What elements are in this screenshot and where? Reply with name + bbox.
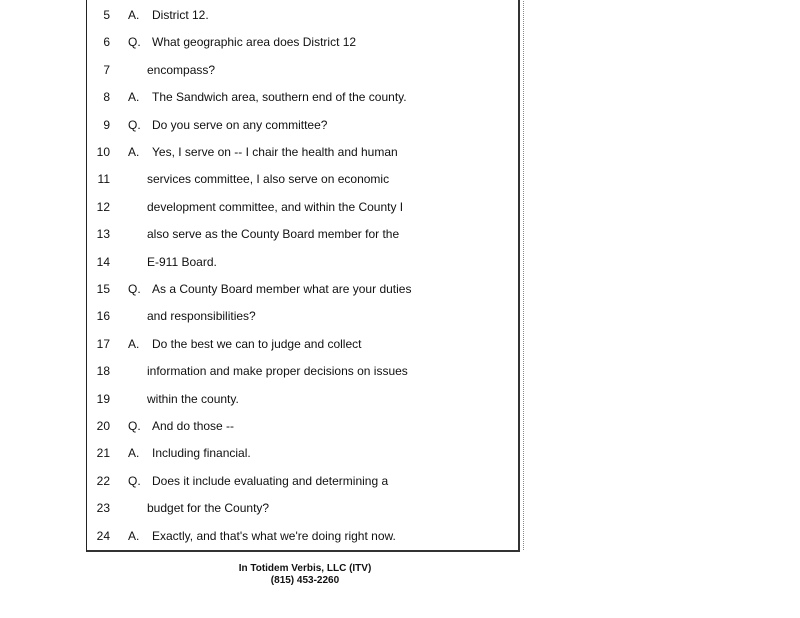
line-text: encompass? [147,62,216,77]
line-text: Do the best we can to judge and collect [152,336,362,351]
line-number: 5 [103,8,110,22]
line-number: 24 [96,528,110,543]
line-text: Exactly, and that's what we're doing right now. [152,528,396,543]
line-text: budget for the County? [147,501,270,516]
line-number: 18 [96,364,110,379]
speaker-label: Q. [128,35,141,50]
speaker-label: A. [128,446,140,461]
line-text: And do those -- [152,419,235,433]
line-text: Including financial. [152,446,251,461]
line-number: 11 [97,172,110,187]
line-number: 17 [96,336,110,351]
speaker-label: A. [128,90,140,105]
speaker-label: A. [128,528,140,543]
line-text: E-911 Board. [147,254,217,269]
line-number: 12 [96,199,110,214]
speaker-label: Q. [128,473,141,488]
line-number: 7 [103,62,110,77]
line-text: services committee, I also serve on economic [147,172,390,187]
speaker-label: Q. [128,282,141,296]
speaker-label: A. [128,336,140,351]
speaker-label: Q. [128,419,141,433]
line-number: 20 [96,419,110,433]
footer-company: In Totidem Verbis, LLC (ITV) [238,563,372,574]
line-text: Does it include evaluating and determining a [152,473,389,488]
line-text: development committee, and within the County I [147,199,404,214]
speaker-label: Q. [128,117,141,132]
speaker-label: A. [128,145,140,159]
line-number: 16 [96,309,110,324]
line-number: 15 [96,282,110,296]
line-text: information and make proper decisions on issues [147,364,408,379]
line-number: 13 [96,227,110,242]
footer-phone: (815) 453-2260 [270,575,340,586]
transcript-page-frame [86,0,520,552]
line-number: 19 [96,391,110,406]
line-number: 23 [96,501,110,516]
speaker-label: A. [128,8,140,22]
line-text: and responsibilities? [147,309,256,324]
line-text: within the county. [147,391,239,406]
line-number: 14 [96,254,110,269]
line-number: 21 [96,446,110,461]
line-number: 9 [103,117,110,132]
line-number: 10 [96,145,110,159]
line-text: As a County Board member what are your duties [152,282,412,296]
line-text: Yes, I serve on -- I chair the health and human [152,145,398,159]
line-number: 6 [103,35,110,50]
line-text: District 12. [152,8,209,22]
line-number: 22 [96,473,110,488]
line-text: also serve as the County Board member for the [147,227,400,242]
line-text: What geographic area does District 12 [152,35,357,50]
line-text: Do you serve on any committee? [152,117,328,132]
line-number: 8 [103,90,110,105]
line-text: The Sandwich area, southern end of the county. [152,90,407,105]
